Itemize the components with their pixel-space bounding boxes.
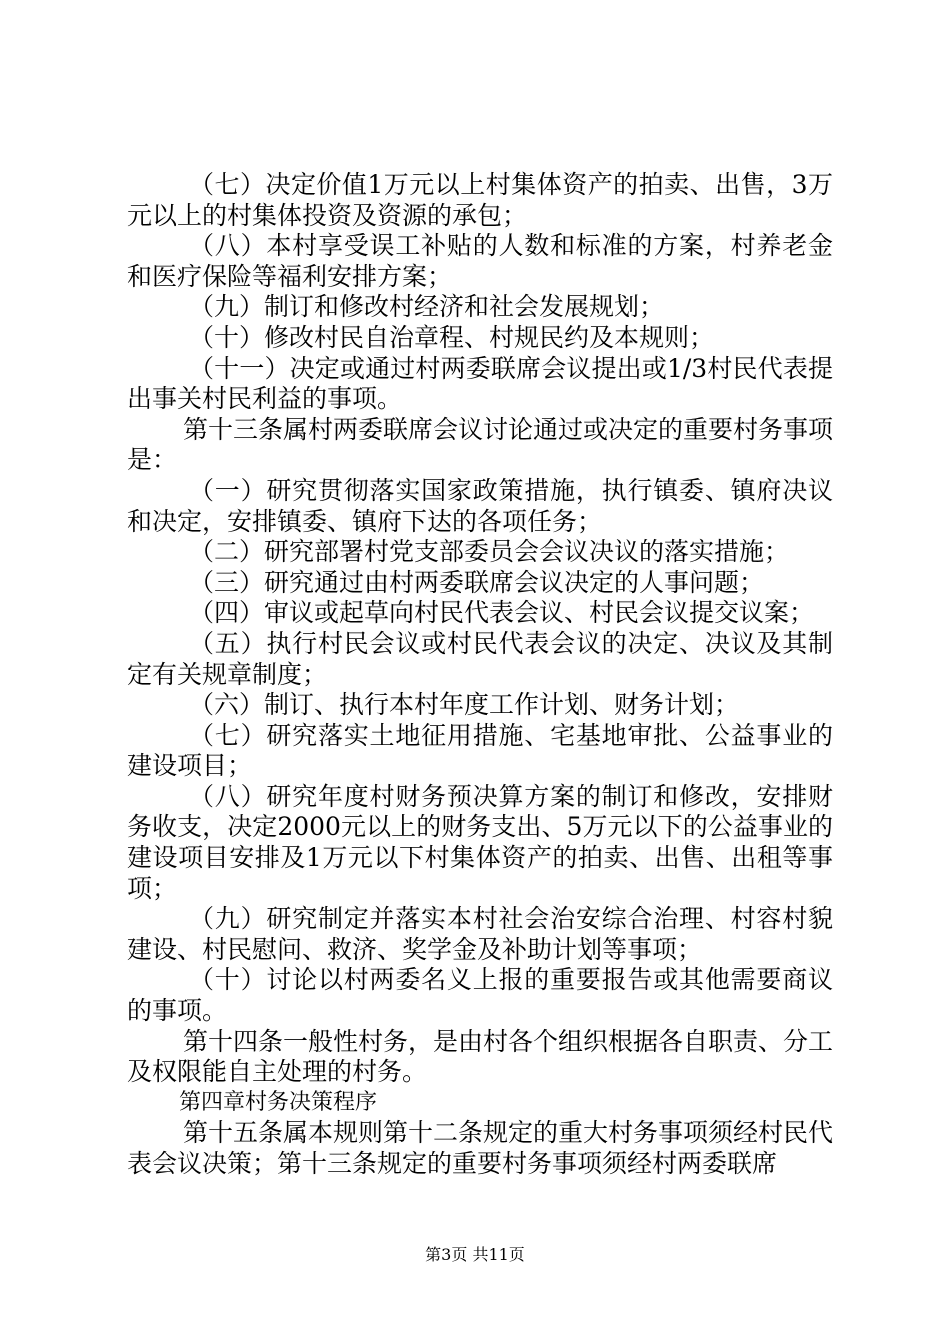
document-body <box>127 170 833 1180</box>
chapter-heading: 第四章村务决策程序 <box>179 1089 378 1115</box>
paragraph-item-11: （十一）决定或通过村两委联席会议提出或1/3村民代表提出事关村民利益的事项。 <box>127 353 833 414</box>
paragraph-item-7b: （七）研究落实土地征用措施、宅基地审批、公益事业的建设项目； <box>127 720 833 781</box>
paragraph-item-9: （九）制订和修改村经济和社会发展规划； <box>189 292 665 322</box>
page-footer: 第3页 共11页 <box>425 1245 525 1264</box>
paragraph-item-4: （四）审议或起草向村民代表会议、村民会议提交议案； <box>189 598 815 628</box>
paragraph-item-5: （五）执行村民会议或村民代表会议的决定、决议及其制定有关规章制度； <box>127 628 833 689</box>
paragraph-article-13: 第十三条属村两委联席会议讨论通过或决定的重要村务事项是： <box>127 414 834 475</box>
paragraph-item-8b: （八）研究年度村财务预决算方案的制订和修改，安排财务收支，决定2000元以上的财务支出、5万元以下的公益事业的建设项目安排及1万元以下村集体资产的拍卖、出售、出租等事项； <box>127 781 833 903</box>
paragraph-article-14: 第十四条一般性村务，是由村各个组织根据各自职责、分工及权限能自主处理的村务。 <box>127 1026 834 1087</box>
paragraph-item-6: （六）制订、执行本村年度工作计划、财务计划； <box>189 690 740 720</box>
paragraph-article-15: 第十五条属本规则第十二条规定的重大村务事项须经村民代表会议决策；第十三条规定的重要村务事项须经村两委联席 <box>127 1118 834 1178</box>
paragraph-item-10: （十）修改村民自治章程、村规民约及本规则； <box>189 322 715 352</box>
paragraph-item-7: （七）决定价值1万元以上村集体资产的拍卖、出售，3万元以上的村集体投资及资源的承包； <box>127 170 833 230</box>
paragraph-item-10b: （十）讨论以村两委名义上报的重要报告或其他需要商议的事项。 <box>127 965 833 1026</box>
paragraph-item-8: （八）本村享受误工补贴的人数和标准的方案，村养老金和医疗保险等福利安排方案； <box>127 231 833 291</box>
paragraph-item-9b: （九）研究制定并落实本村社会治安综合治理、村容村貌建设、村民慰问、救济、奖学金及补助计划等事项； <box>127 904 833 964</box>
paragraph-item-1: （一）研究贯彻落实国家政策措施，执行镇委、镇府决议和决定，安排镇委、镇府下达的各项任务； <box>127 475 833 536</box>
paragraph-item-2: （二）研究部署村党支部委员会会议决议的落实措施； <box>189 537 790 567</box>
paragraph-item-3: （三）研究通过由村两委联席会议决定的人事问题； <box>189 567 765 597</box>
